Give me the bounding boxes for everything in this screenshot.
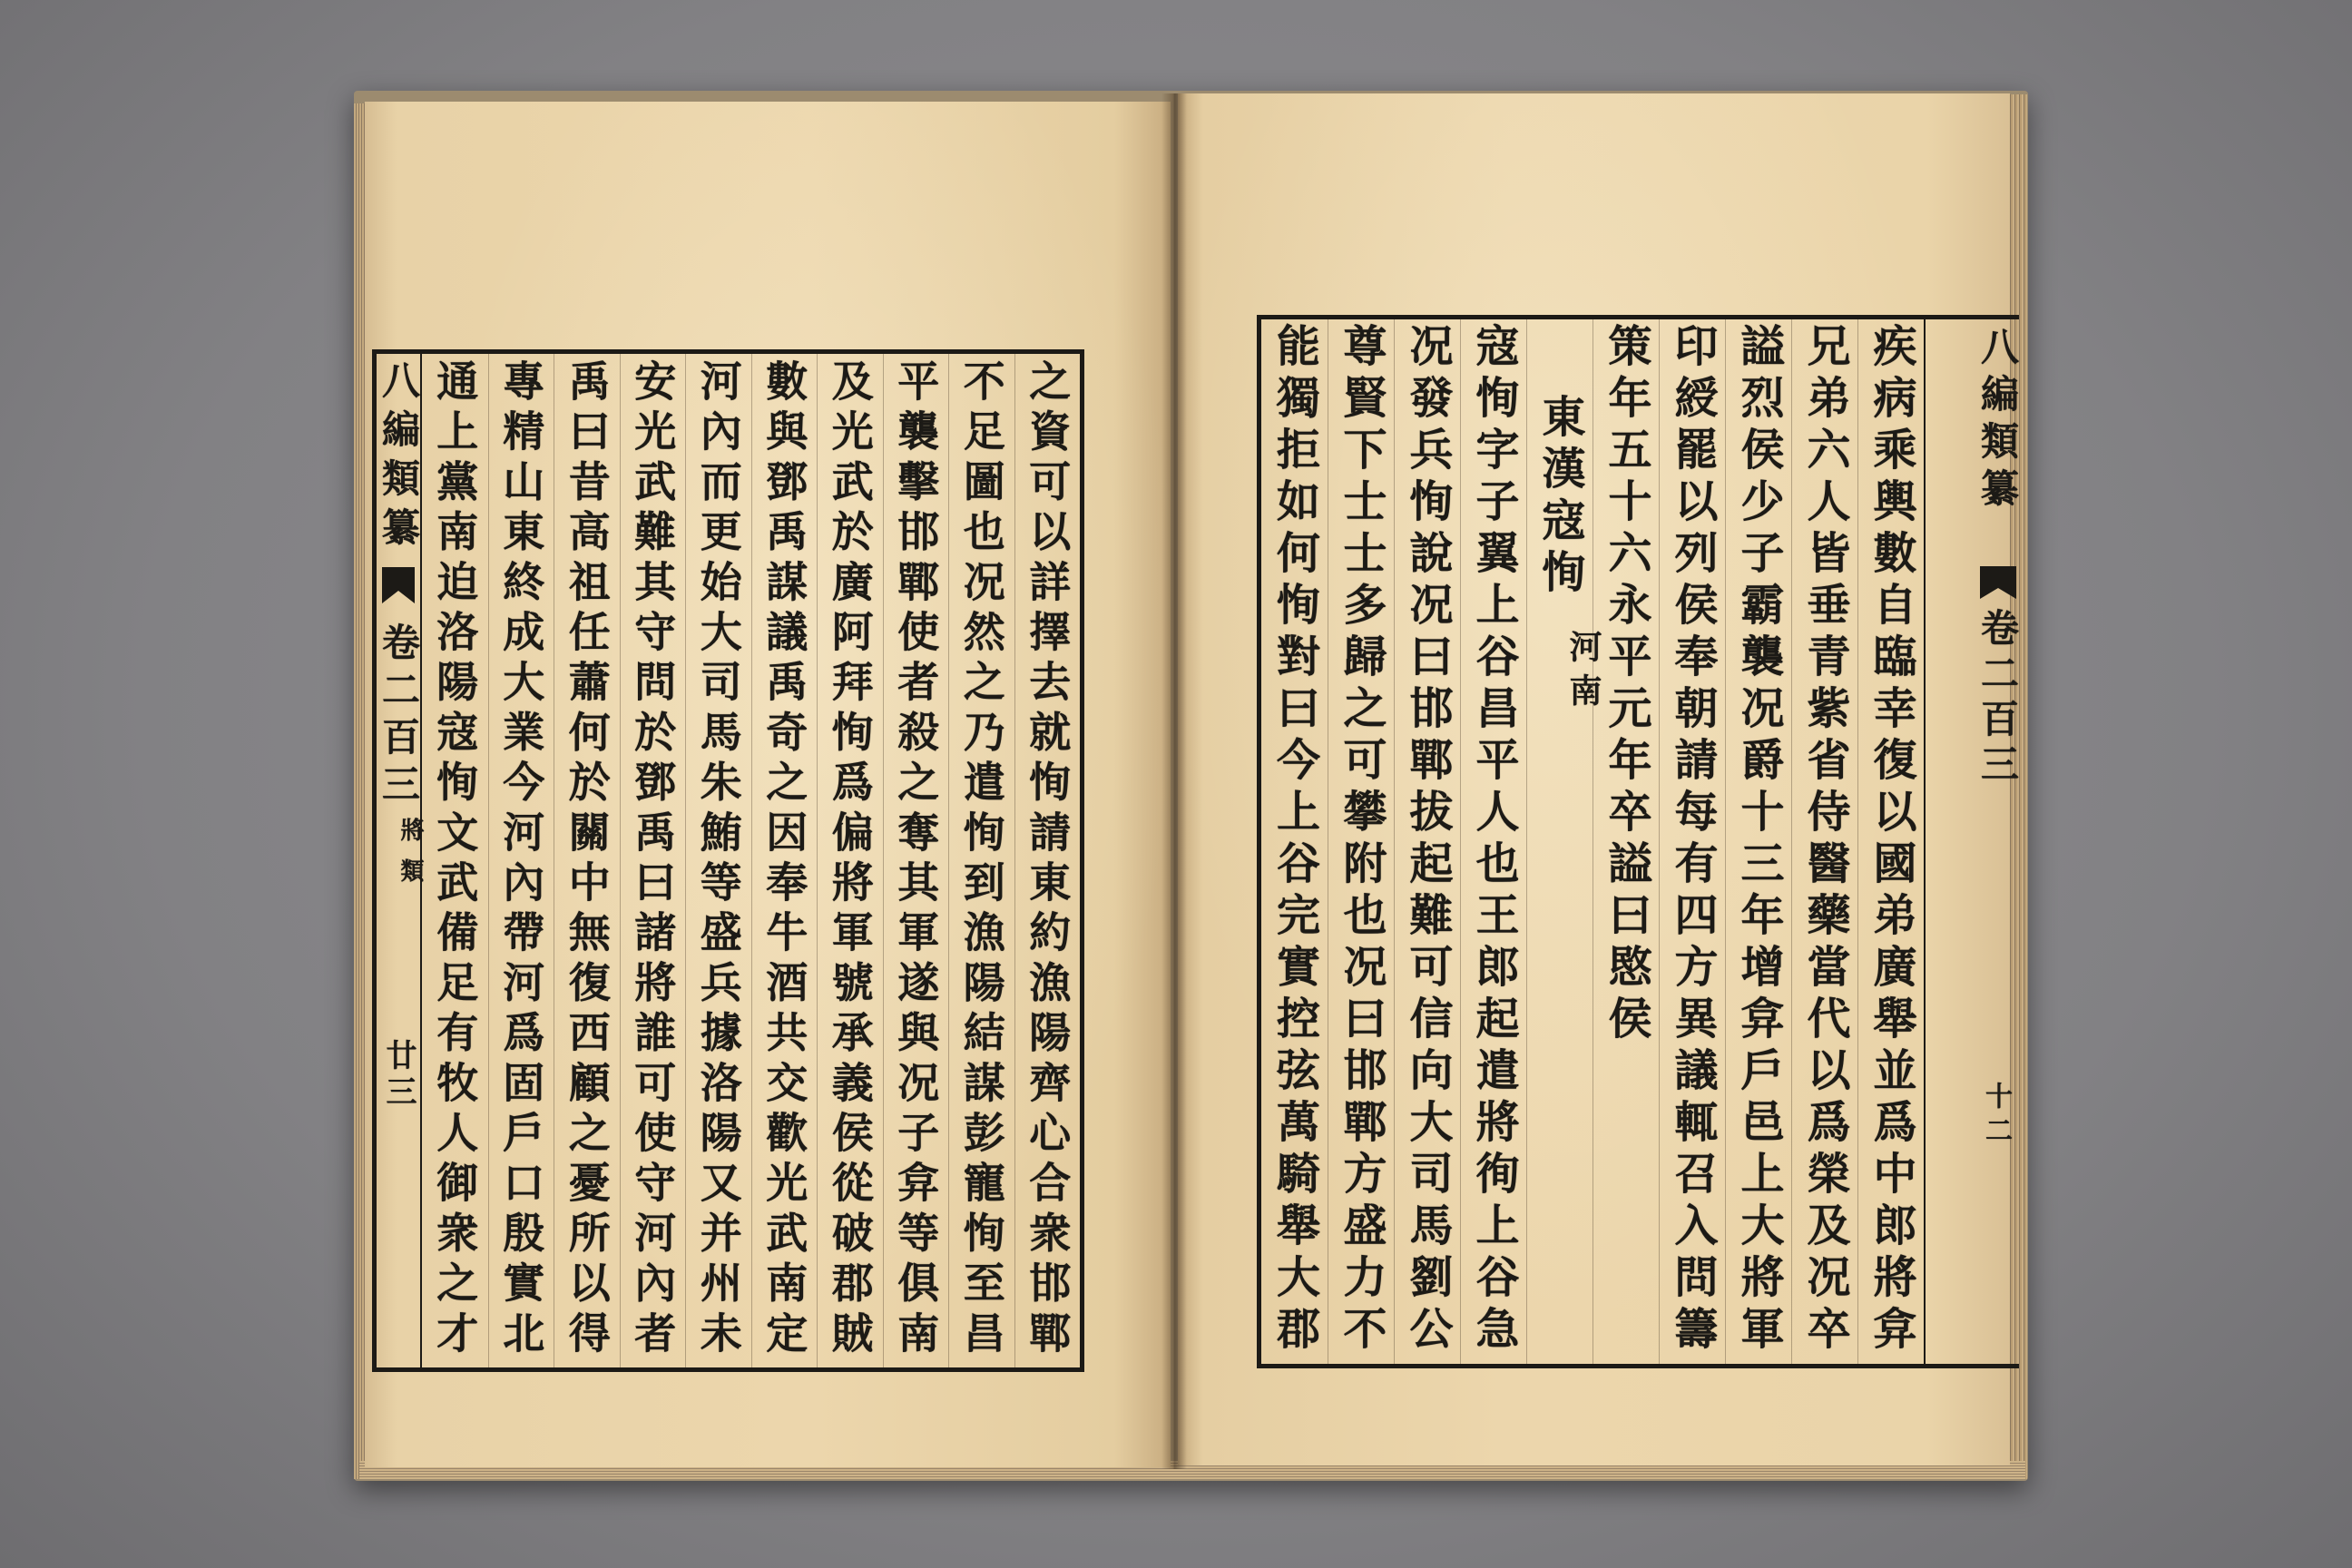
text-column [1592, 319, 1659, 1364]
text-column [554, 354, 620, 1367]
column-text: 通上黨南迫洛陽寇恂文武備足有牧人御衆之才 [430, 359, 480, 1361]
column-text: 及光武於廣阿拜恂爲偏將軍號承義侯從破郡賊 [825, 359, 875, 1361]
banner-page-number: 十二 [1980, 1082, 2012, 1151]
text-column [883, 354, 949, 1367]
text-column [1394, 319, 1460, 1364]
column-text: 尊賢下士士多歸之可攀附也况曰邯鄲方盛力不 [1336, 323, 1387, 1357]
heading-column [1526, 319, 1602, 1364]
column-text: 謚烈侯少子霸襲况爵十三年增弇戶邑上大將軍 [1733, 323, 1784, 1357]
text-column [948, 354, 1014, 1367]
column-text: 之資可以詳擇去就恂請東約漁陽齊心合衆邯鄲 [1023, 359, 1073, 1361]
banner-title: 八編類纂 [377, 360, 421, 556]
text-column [685, 354, 751, 1367]
section-heading: 東漢寇恂 [1534, 394, 1585, 601]
column-text: 寇恂字子翼上谷昌平人也王郎起遣將徇上谷急 [1468, 323, 1519, 1357]
column-text: 况發兵恂說况曰邯鄲拔起難可信向大司馬劉公 [1402, 323, 1453, 1357]
column-text: 數與鄧禹謀議禹奇之因奉牛酒共交歡光武南定 [760, 359, 809, 1361]
banner-volume: 卷二百三 [377, 622, 421, 811]
column-text: 不足圖也况然之乃遣恂到漁陽結謀彭寵恂至昌 [956, 359, 1006, 1361]
text-column [488, 354, 554, 1367]
banner-category: 將類 [397, 818, 424, 899]
text-column [1725, 319, 1791, 1364]
column-text: 專精山東終成大業今河內帶河爲固戶口殷實北 [496, 359, 546, 1361]
text-column [1791, 319, 1857, 1364]
text-frame-left [372, 349, 1084, 1372]
text-column [1328, 319, 1394, 1364]
text-column [1659, 319, 1725, 1364]
text-column [1460, 319, 1526, 1364]
column-text: 禹曰昔高祖任蕭何於關中無復西顧之憂所以得 [562, 359, 612, 1361]
text-column [817, 354, 883, 1367]
banner-page-number: 廿三 [380, 1039, 416, 1112]
column-text: 策年五十六永平元年卒謚曰愍侯 [1601, 323, 1651, 1047]
fishtail-mark-icon [382, 567, 415, 607]
text-column [620, 354, 686, 1367]
column-text: 疾病乘輿數自臨幸復以國弟廣舉並爲中郎將弇 [1866, 323, 1916, 1357]
left-page [365, 102, 1171, 1467]
text-column [1261, 319, 1328, 1364]
text-column [1014, 354, 1081, 1367]
column-text: 河內而更始大司馬朱鮪等盛兵據洛陽又并州未 [693, 359, 743, 1361]
column-text: 安光武難其守問於鄧禹曰諸將誰可使守河內者 [628, 359, 678, 1361]
heading-note: 河南 [1564, 630, 1602, 717]
column-text: 兄弟六人皆垂青紫省侍醫藥當代以爲榮及况卒 [1799, 323, 1850, 1357]
column-text: 能獨拒如何恂對曰今上谷完實控弦萬騎舉大郡 [1269, 323, 1320, 1357]
fishtail-mark-icon [1980, 566, 2016, 603]
banner-column [377, 354, 422, 1367]
text-column [1857, 319, 1924, 1364]
banner-title: 八編類纂 [1975, 327, 2020, 515]
column-text: 平襲擊邯鄲使者殺之奪其軍遂與况子弇等俱南 [891, 359, 941, 1361]
text-frame-right [1257, 315, 2019, 1368]
right-page [1178, 93, 2020, 1465]
column-text: 印綬罷以列侯奉朝請每有四方異議輒召入問籌 [1667, 323, 1718, 1357]
banner-volume: 卷二百三 [1975, 608, 2020, 789]
text-column [751, 354, 818, 1367]
banner-column [1924, 319, 2019, 1364]
spine-gutter [1161, 93, 1187, 1469]
text-column [422, 354, 488, 1367]
